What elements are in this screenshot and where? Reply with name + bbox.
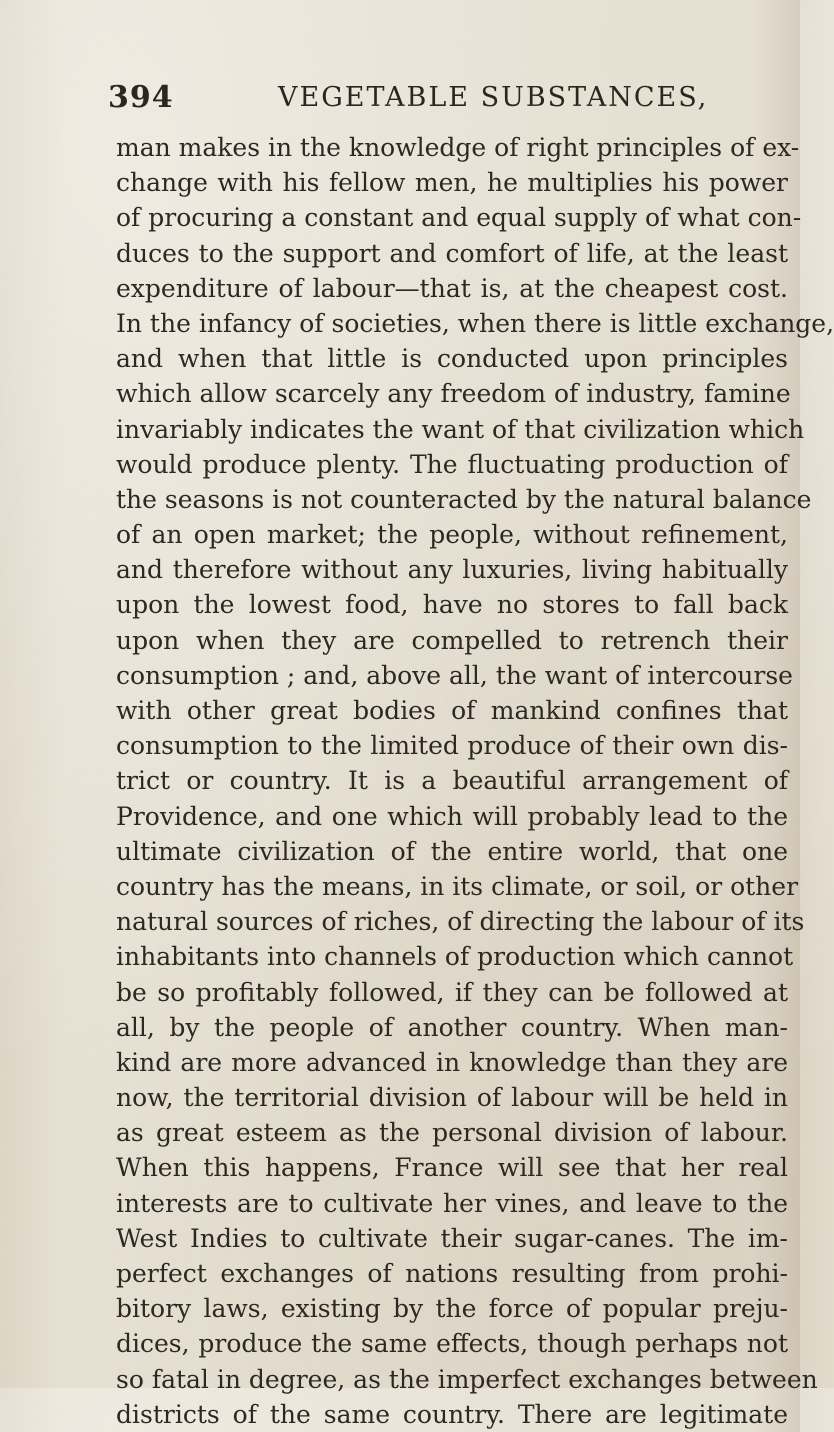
text-line: and therefore without any luxuries, living habitually xyxy=(116,555,788,585)
text-line: and when that little is conducted upon principles xyxy=(116,344,788,374)
text-line: now, the territorial division of labour will be held in xyxy=(116,1083,788,1113)
text-line: man makes in the knowledge of right principles of ex- xyxy=(116,133,800,162)
text-line: change with his fellow men, he multiplies his power xyxy=(116,168,788,198)
text-line: consumption to the limited produce of their own dis- xyxy=(116,731,788,761)
text-line: Providence, and one which will probably lead to the xyxy=(116,801,788,831)
text-line: trict or country. It is a beautiful arrangement of xyxy=(116,766,788,796)
text-line: natural sources of riches, of directing the labour of its xyxy=(116,907,805,937)
text-line: so fatal in degree, as the imperfect exchanges between xyxy=(116,1364,818,1394)
text-line: West Indies to cultivate their sugar-canes. The im- xyxy=(116,1223,788,1253)
text-line: perfect exchanges of nations resulting from prohi- xyxy=(116,1259,788,1288)
text-line: invariably indicates the want of that civilization which xyxy=(116,414,805,444)
text-line: with other great bodies of mankind confines that xyxy=(116,696,788,725)
text-line: the seasons is not counteracted by the natural balance xyxy=(116,484,812,514)
text-line: inhabitants into channels of production which cannot xyxy=(116,942,794,972)
text-line: interests are to cultivate her vines, and leave to the xyxy=(116,1188,788,1218)
text-line: of an open market; the people, without refinement, xyxy=(116,520,788,550)
text-line: bitory laws, existing by the force of popular preju- xyxy=(116,1294,788,1324)
body-text xyxy=(116,130,834,1432)
text-line: kind are more advanced in knowledge than they are xyxy=(116,1047,788,1077)
text-line: dices, produce the same effects, though perhaps not xyxy=(116,1329,788,1359)
text-line: all, by the people of another country. When man- xyxy=(116,1012,788,1042)
text-line: expenditure of labour—that is, at the cheapest cost. xyxy=(116,273,788,303)
text-line: consumption ; and, above all, the want of intercourse xyxy=(116,660,793,690)
text-line: be so profitably followed, if they can be followed at xyxy=(116,977,788,1007)
text-line: When this happens, France will see that her real xyxy=(116,1153,788,1183)
text-line: ultimate civilization of the entire world, that one xyxy=(116,836,788,866)
running-title: VEGETABLE SUBSTANCES, xyxy=(278,82,709,113)
page-number: 394 xyxy=(108,80,174,115)
text-line: In the infancy of societies, when there is little exchange, xyxy=(116,308,834,338)
text-line: upon when they are compelled to retrench their xyxy=(116,625,788,655)
text-line: which allow scarcely any freedom of industry, famine xyxy=(116,379,791,409)
text-line: duces to the support and comfort of life, at the least xyxy=(116,238,788,268)
running-head xyxy=(108,80,728,120)
text-line: districts of the same country. There are legitimate xyxy=(116,1399,788,1429)
text-line: upon the lowest food, have no stores to fall back xyxy=(116,590,788,620)
text-line: of procuring a constant and equal supply of what con- xyxy=(116,203,802,233)
text-line: would produce plenty. The fluctuating production of xyxy=(116,449,788,479)
text-line: country has the means, in its climate, or soil, or other xyxy=(116,871,799,901)
text-line: as great esteem as the personal division of labour. xyxy=(116,1118,788,1148)
